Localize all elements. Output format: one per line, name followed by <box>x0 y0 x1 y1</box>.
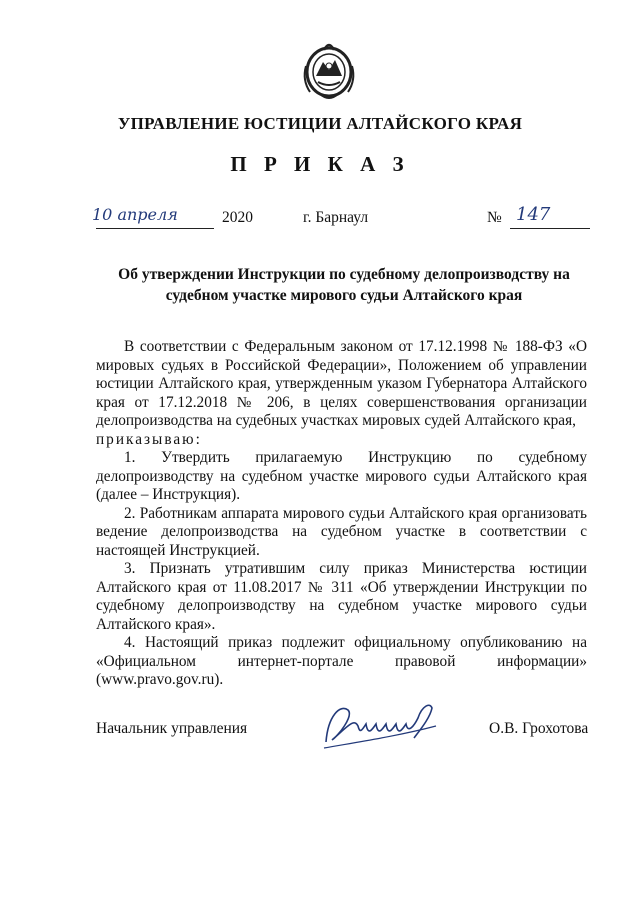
document-type: П Р И К А З <box>230 152 410 176</box>
organization-name: УПРАВЛЕНИЕ ЮСТИЦИИ АЛТАЙСКОГО КРАЯ <box>117 114 523 133</box>
handwritten-signature-icon <box>318 696 448 754</box>
document-body <box>96 338 587 690</box>
order-item-3: 3. Признать утратившим силу приказ Министерства юстиции Алтайского края от 11.08.2017 № 311 «Об утверждении Инструкции по судебному делопроизводству на судебном участке мирового судьи Алтайского края». <box>96 560 587 633</box>
number-sign: № <box>487 209 502 226</box>
order-item-4: 4. Настоящий приказ подлежит официальному опубликованию на «Официальном интернет-портале правовой информации» (www.pravo.gov.ru). <box>96 634 587 688</box>
order-item-1: 1. Утвердить прилагаемую Инструкцию по судебному делопроизводству на судебном участке мирового судьи Алтайского края (далее – Инструкция). <box>96 449 587 503</box>
signer-role: Начальник управления <box>96 720 248 737</box>
order-word: приказываю: <box>96 430 202 448</box>
handwritten-number: 147 <box>516 204 551 225</box>
order-item-2: 2. Работникам аппарата мирового судьи Алтайского края организовать ведение делопроизводства на судебном участке в соответствии с настоящей Инструкцией. <box>96 504 587 559</box>
signer-name: О.В. Грохотова <box>489 720 589 737</box>
coat-of-arms-icon <box>296 36 362 104</box>
preamble-paragraph: В соответствии с Федеральным законом от 17.12.1998 № 188-ФЗ «О мировых судьях в Российской Федерации», Положением об управлении юстиции Алтайского края, утвержденным указом Губернатора Алтайского края от 17.12.2018 № 206, в целях совершенствования организации делопроизводства на судебных участках мировых судей Алтайского края, <box>96 338 587 429</box>
handwritten-date: 10 апреля <box>92 205 178 224</box>
document-title: Об утверждении Инструкции по судебному делопроизводству на судебном участке мирового судьи Алтайского края <box>118 266 570 304</box>
date-underline <box>96 228 214 229</box>
document-year: 2020 <box>222 209 253 226</box>
number-underline <box>510 228 590 229</box>
document-city: г. Барнаул <box>303 209 369 226</box>
